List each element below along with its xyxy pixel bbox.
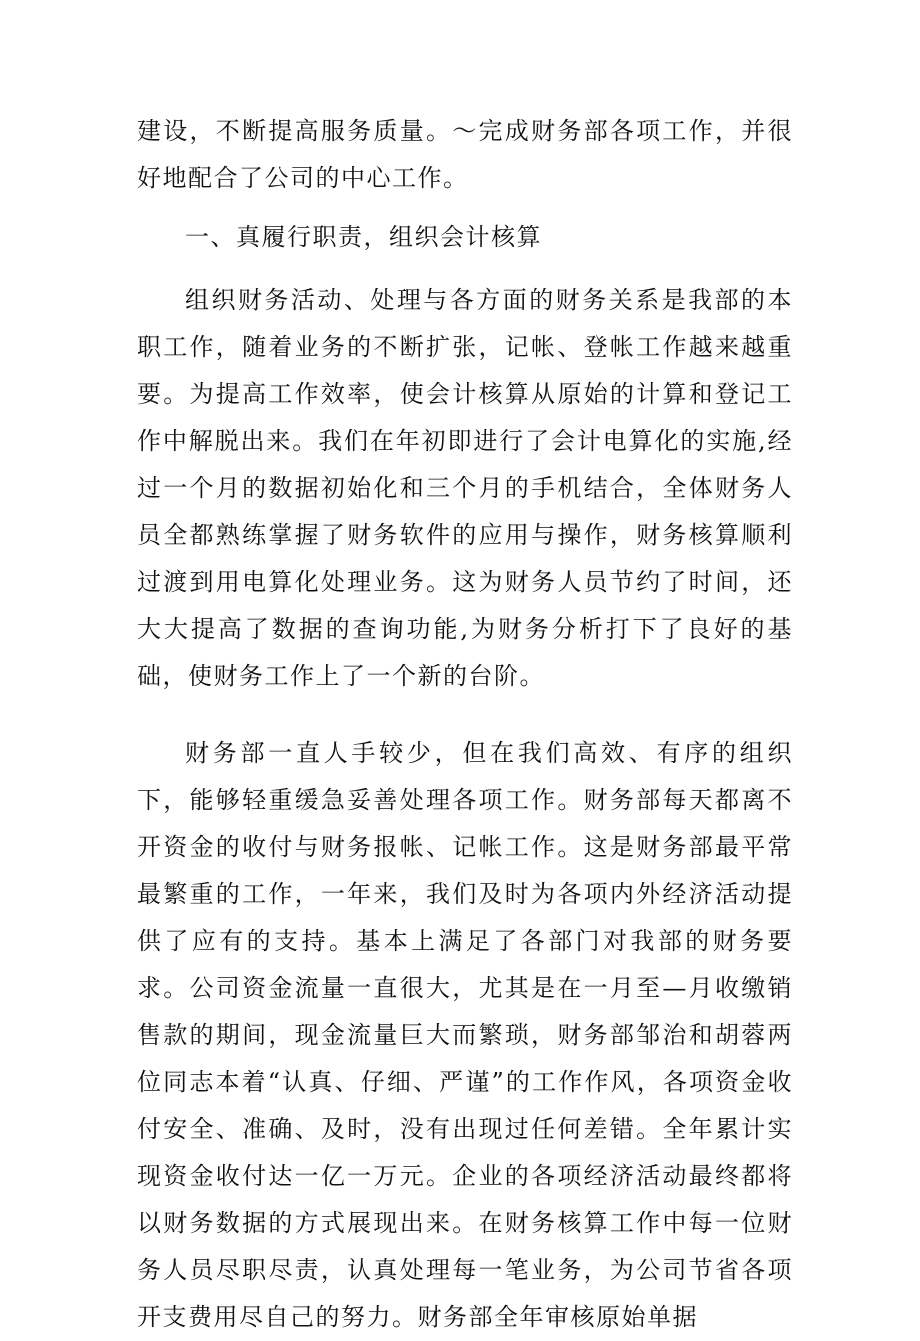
- paragraph-continuation: 建设，不断提高服务质量。～完成财务部各项工作，并很好地配合了公司的中心工作。: [137, 117, 793, 192]
- paragraph-fund-handling: 财务部一直人手较少，但在我们高效、有序的组织下，能够轻重缓急妥善处理各项工作。财务部每天都离不开资金的收付与财务报帐、记帐工作。这是财务部最平常最繁重的工作，一年来，我们及时为各项内外经济活动提供了应有的支持。基本上满足了各部门对我部的财务要求。公司资金流量一直很大，尤其是在一月至—月收缴销售款的期间，现金流量巨大而繁琐，财务部邹治和胡蓉两位同志本着“认真、仔细、严谨”的工作作风，各项资金收付安全、准确、及时，没有出现过任何差错。全年累计实现资金收付达一亿一万元。企业的各项经济活动最终都将以财务数据的方式展现出来。在财务核算工作中每一位财务人员尽职尽责，认真处理每一笔业务，为公司节省各项开支费用尽自己的努力。财务部全年审核原始单据: [137, 739, 793, 1331]
- paragraph-accounting-computerization: 组织财务活动、处理与各方面的财务关系是我部的本职工作，随着业务的不断扩张，记帐、登帐工作越来越重要。为提高工作效率，使会计核算从原始的计算和登记工作中解脱出来。我们在年初即进行了会计电算化的实施,经过一个月的数据初始化和三个月的手机结合，全体财务人员全都熟练掌握了财务软件的应用与操作，财务核算顺利过渡到用电算化处理业务。这为财务人员节约了时间，还大大提高了数据的查询功能,为财务分析打下了良好的基础，使财务工作上了一个新的台阶。: [137, 286, 793, 690]
- document-body: [137, 108, 793, 1341]
- section-heading: 一、真履行职责，组织会计核算: [185, 223, 542, 251]
